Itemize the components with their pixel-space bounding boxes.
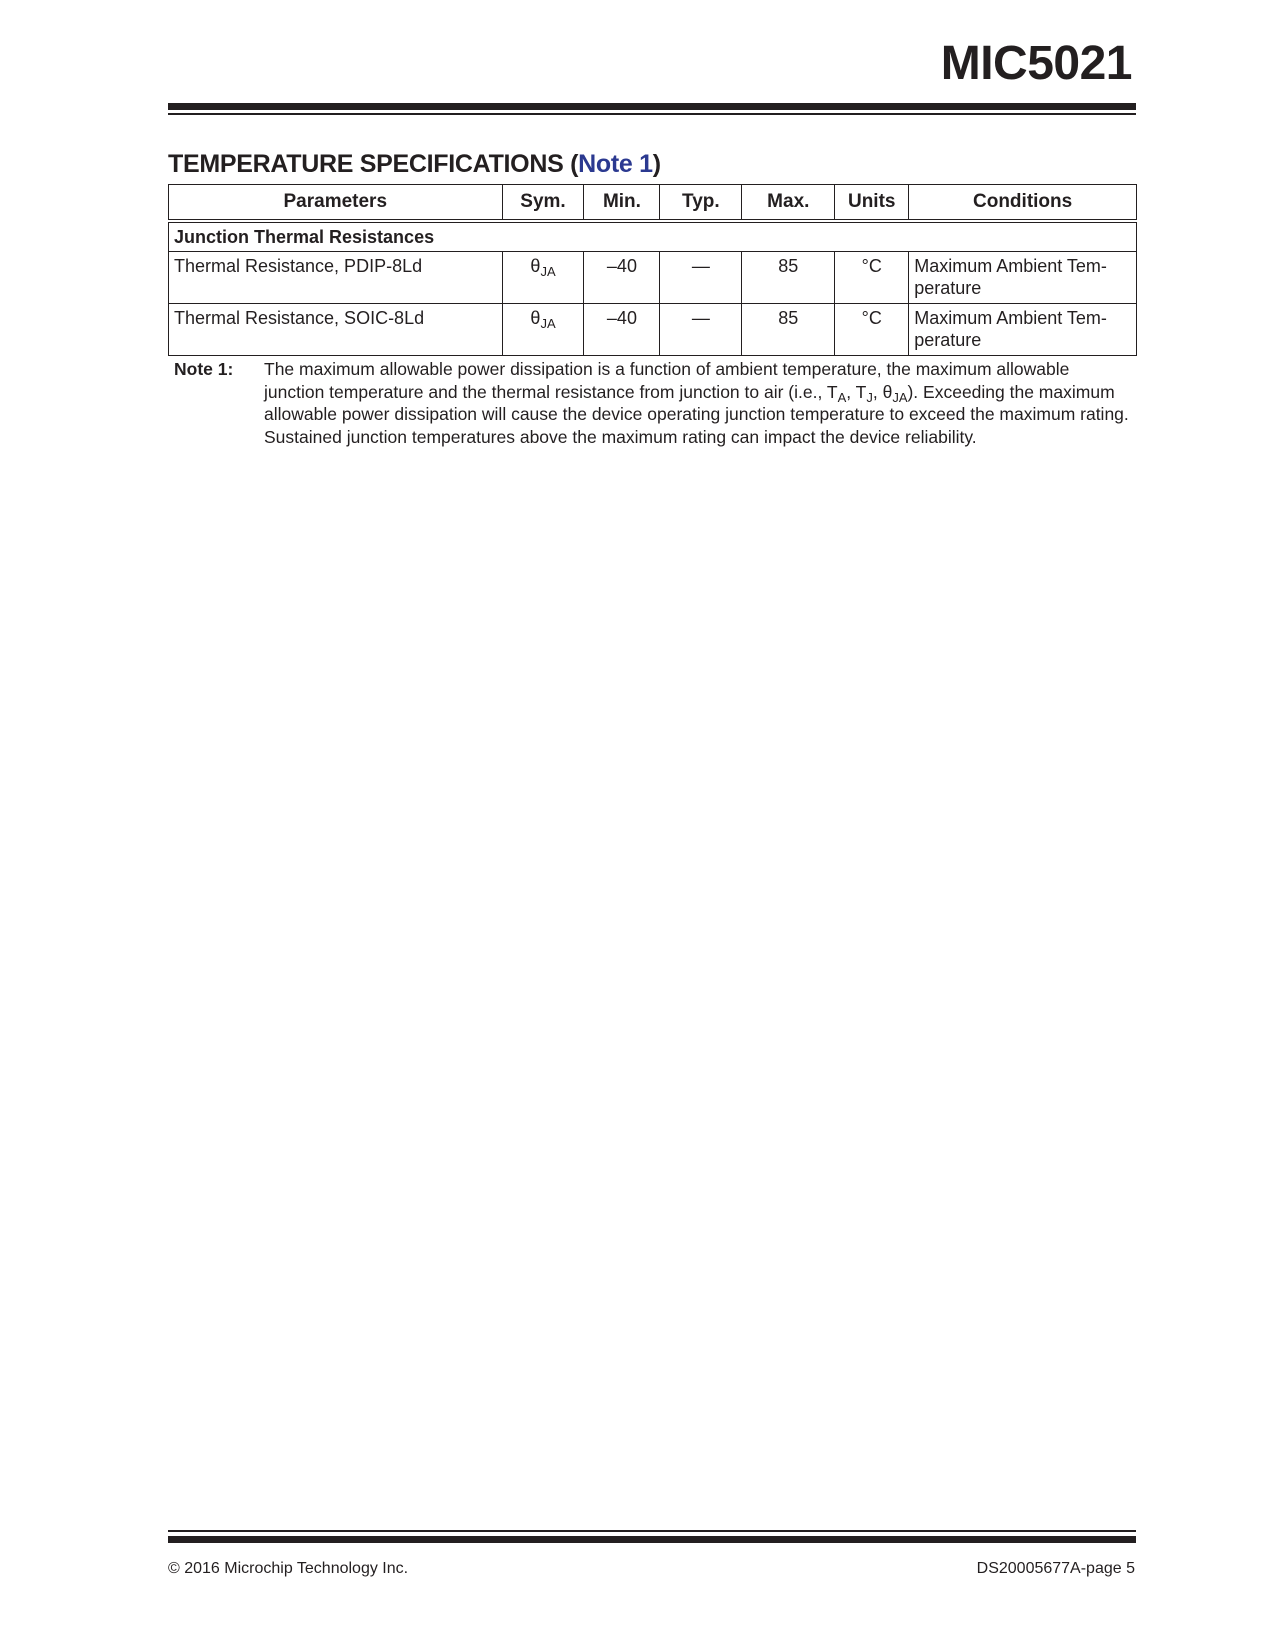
row-max: 85 (742, 252, 835, 304)
table-header-row (169, 185, 1137, 222)
header-max: Max. (742, 185, 835, 222)
page-title: MIC5021 (940, 37, 1132, 90)
row-units: °C (835, 304, 909, 356)
header-rule-thick (168, 103, 1136, 110)
note-text: The maximum allowable power dissipation is a function of ambient temperature, the maximum allowable junction temperature and the thermal resistance from junction to air (i.e., $T_A$, $T_J$, $\theta_{JA}$). Exceeding the maximum allowable power dissipation will cause the device operating junction temperature to exceed the maximum rating. Sustained junction temperatures above the maximum rating can impact the device reliability. (264, 359, 1129, 447)
temperature-spec-table (168, 184, 1137, 356)
group-label: Junction Thermal Resistances (169, 221, 1137, 252)
table-row (169, 252, 1137, 304)
note-label: Note 1: (174, 359, 234, 379)
row-min: –40 (584, 252, 660, 304)
footer-page-ref: DS20005677A-page 5 (976, 1560, 1135, 1577)
row-conditions: Maximum Ambient Tem-perature (909, 252, 1137, 304)
table-note (174, 358, 1134, 448)
header-conditions: Conditions (909, 185, 1137, 222)
footer-rule-thick (168, 1536, 1136, 1543)
note-1-link[interactable]: Note 1 (578, 150, 653, 178)
row-symbol: $\theta_{JA}$ (502, 304, 584, 356)
row-typ: — (660, 304, 742, 356)
row-parameter: Thermal Resistance, PDIP-8Ld (169, 252, 503, 304)
header-sym: Sym. (502, 185, 584, 222)
table-row (169, 304, 1137, 356)
header-min: Min. (584, 185, 660, 222)
header-units: Units (835, 185, 909, 222)
row-typ: — (660, 252, 742, 304)
header-parameters: Parameters (169, 185, 503, 222)
row-units: °C (835, 252, 909, 304)
table-group-row (169, 221, 1137, 252)
row-symbol: $\theta_{JA}$ (502, 252, 584, 304)
row-parameter: Thermal Resistance, SOIC-8Ld (169, 304, 503, 356)
row-max: 85 (742, 304, 835, 356)
header-rule-thin (168, 113, 1136, 115)
row-min: –40 (584, 304, 660, 356)
footer-rule-thin (168, 1530, 1136, 1532)
section-title-close: ) (652, 150, 661, 178)
header-typ: Typ. (660, 185, 742, 222)
row-conditions: Maximum Ambient Tem-perature (909, 304, 1137, 356)
section-title-text: TEMPERATURE SPECIFICATIONS ( (168, 150, 579, 178)
section-title (168, 150, 661, 179)
footer-copyright: © 2016 Microchip Technology Inc. (168, 1560, 409, 1577)
